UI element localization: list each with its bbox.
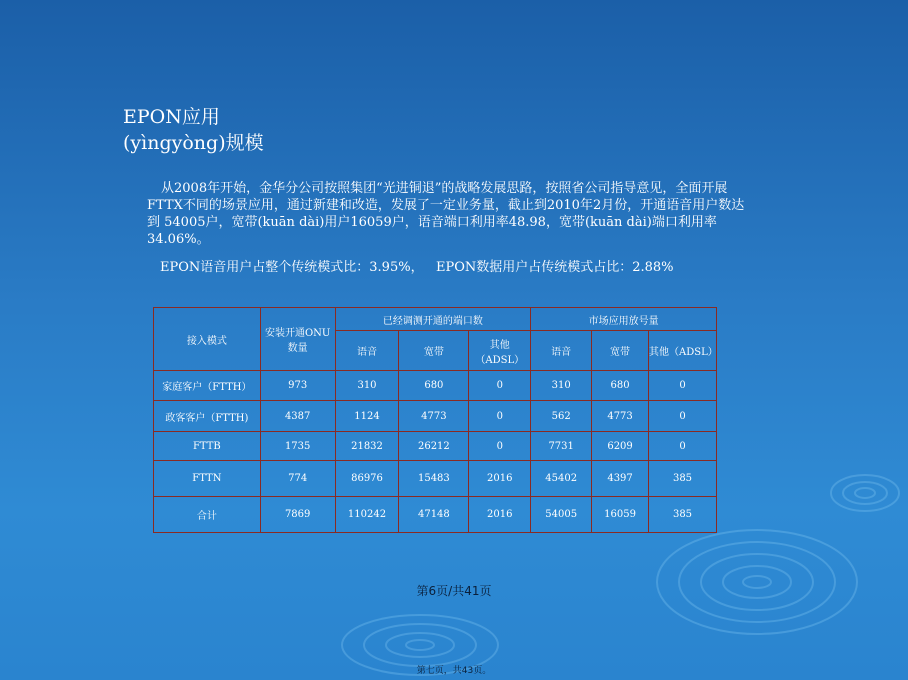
slide-title <box>123 104 264 156</box>
row-mode: 家庭客户（FTTH） <box>154 371 261 401</box>
row-mode: 政客客户（FTTH) <box>154 401 261 432</box>
table-row <box>154 371 717 401</box>
slide-title-line2: (yìngyòng)规模 <box>123 132 264 154</box>
ratio-summary: EPON语音用户占整个传统模式比：3.95%， EPON数据用户占传统模式占比：2.88% <box>160 260 674 275</box>
table-row <box>154 461 717 497</box>
subheader-market-voice: 语音 <box>531 331 592 371</box>
epon-scale-table <box>153 307 717 533</box>
cell: 26212 <box>399 432 469 461</box>
row-mode: FTTB <box>154 432 261 461</box>
cell: 680 <box>592 371 649 401</box>
cell: 2016 <box>469 461 531 497</box>
cell: 6209 <box>592 432 649 461</box>
header-market-users: 市场应用放号量 <box>531 308 717 331</box>
cell: 310 <box>531 371 592 401</box>
subheader-ports-other: 其他（ADSL） <box>469 331 531 371</box>
cell: 1124 <box>335 401 399 432</box>
cell: 680 <box>399 371 469 401</box>
cell: 47148 <box>399 497 469 533</box>
cell: 110242 <box>335 497 399 533</box>
subheader-ports-broadband: 宽带 <box>399 331 469 371</box>
row-mode: FTTN <box>154 461 261 497</box>
cell: 4397 <box>592 461 649 497</box>
cell: 0 <box>469 432 531 461</box>
cell: 15483 <box>399 461 469 497</box>
cell: 0 <box>649 371 717 401</box>
row-mode: 合计 <box>154 497 261 533</box>
cell: 0 <box>469 401 531 432</box>
cell: 4773 <box>592 401 649 432</box>
header-onu-count: 安装开通ONU数量 <box>260 308 335 371</box>
cell: 0 <box>649 401 717 432</box>
table-total-row <box>154 497 717 533</box>
header-opened-ports: 已经调测开通的端口数 <box>335 308 531 331</box>
cell: 54005 <box>531 497 592 533</box>
cell: 2016 <box>469 497 531 533</box>
cell: 7731 <box>531 432 592 461</box>
cell: 774 <box>260 461 335 497</box>
table-row <box>154 432 717 461</box>
cell: 0 <box>649 432 717 461</box>
body-paragraph: 从2008年开始，金华分公司按照集团“光进铜退”的战略发展思路，按照省公司指导意见，全面开展FTTX不同的场景应用，通过新建和改造，发展了一定业务量，截止到2010年2月份，开通语音用户数达到 54005户，宽带(kuān dài)用户16059户，语音端口利用率48.98，宽带(kuān dài)端口利用率34.06%。 <box>147 181 745 247</box>
page-indicator: 第6页/共41页 <box>416 584 492 598</box>
cell: 562 <box>531 401 592 432</box>
cell: 7869 <box>260 497 335 533</box>
cell: 16059 <box>592 497 649 533</box>
cell: 4773 <box>399 401 469 432</box>
subheader-ports-voice: 语音 <box>335 331 399 371</box>
cell: 86976 <box>335 461 399 497</box>
subheader-market-broadband: 宽带 <box>592 331 649 371</box>
subheader-market-other: 其他（ADSL） <box>649 331 717 371</box>
cell: 45402 <box>531 461 592 497</box>
header-access-mode: 接入模式 <box>154 308 261 371</box>
cell: 21832 <box>335 432 399 461</box>
slide-title-line1: EPON应用 <box>123 106 220 128</box>
cell: 0 <box>469 371 531 401</box>
table-row <box>154 401 717 432</box>
bottom-page-note: 第七页，共43页。 <box>416 666 492 676</box>
cell: 385 <box>649 497 717 533</box>
table-header-row <box>154 308 717 331</box>
cell: 4387 <box>260 401 335 432</box>
cell: 973 <box>260 371 335 401</box>
cell: 1735 <box>260 432 335 461</box>
cell: 385 <box>649 461 717 497</box>
cell: 310 <box>335 371 399 401</box>
